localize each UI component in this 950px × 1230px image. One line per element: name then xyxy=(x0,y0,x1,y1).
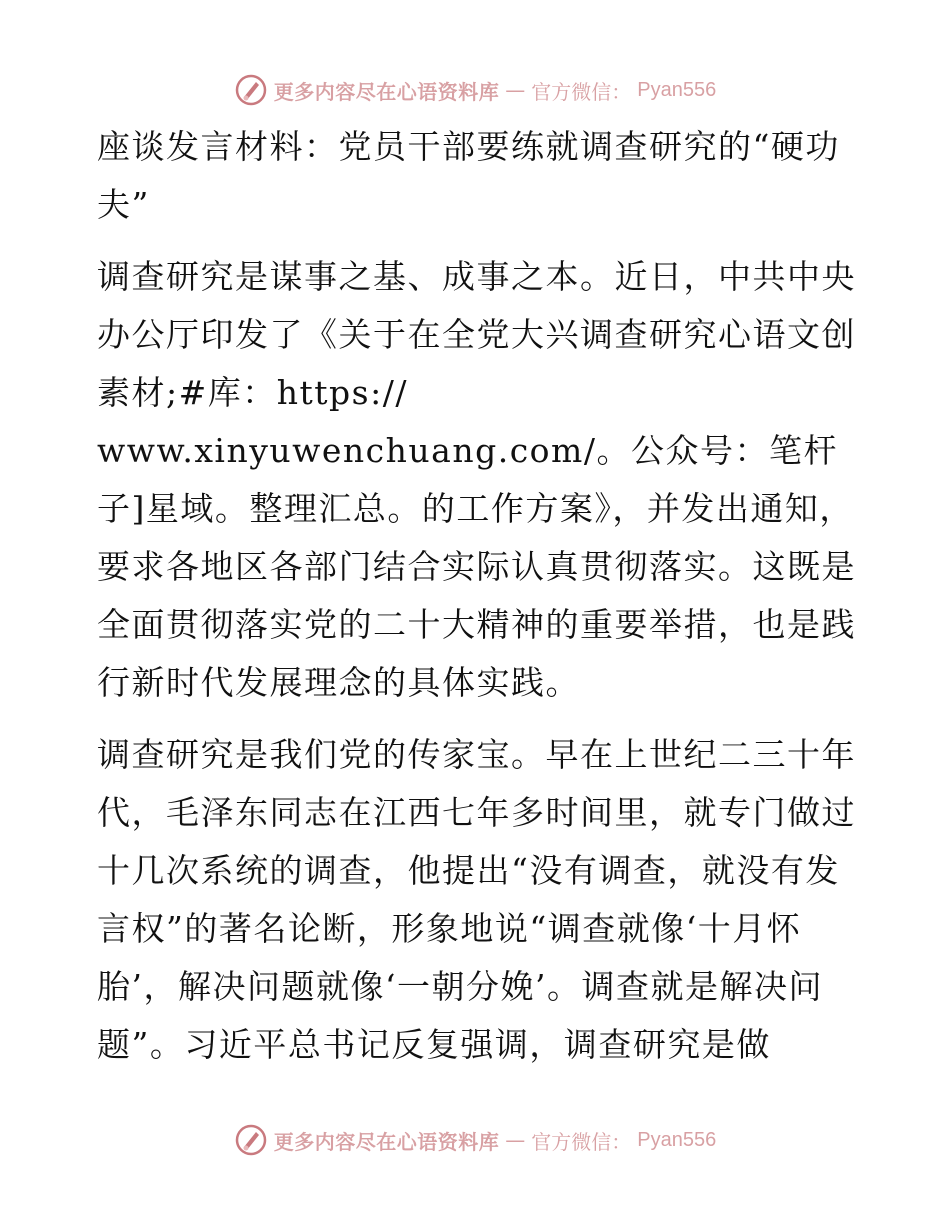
watermark-separator: — xyxy=(505,1128,526,1152)
document-title: 座谈发言材料：党员干部要练就调查研究的“硬功夫” xyxy=(97,127,840,224)
quill-seal-icon xyxy=(234,73,268,107)
watermark-wechat-label: 官方微信： xyxy=(531,1129,632,1154)
watermark-separator: — xyxy=(505,78,526,102)
watermark-text: 更多内容尽在心语资料库 xyxy=(273,79,500,104)
document-body xyxy=(97,118,857,1088)
watermark-text: 更多内容尽在心语资料库 xyxy=(273,1129,500,1154)
footer-watermark[interactable] xyxy=(0,1120,950,1160)
watermark-wechat-id: Pyan556 xyxy=(637,78,717,101)
quill-seal-icon xyxy=(234,1123,268,1157)
header-watermark[interactable] xyxy=(0,70,950,110)
watermark-wechat-id: Pyan556 xyxy=(637,1128,717,1151)
paragraph-2: 调查研究是我们党的传家宝。早在上世纪二三十年代，毛泽东同志在江西七年多时间里，就专门做过十几次系统的调查，他提出“没有调查，就没有发言权”的著名论断，形象地说“调查就像‘十月怀胎’，解决问题就像‘一朝分娩’。调查就是解决问题”。习近平总书记反复强调，调查研究是做 xyxy=(97,735,856,1064)
paragraph-1: 调查研究是谋事之基、成事之本。近日，中共中央办公厅印发了《关于在全党大兴调查研究心语文创素材;#库：https:// www.xinyuwenchuang.com/。公众号：笔杆子]星域。整理汇总。的工作方案》，并发出通知，要求各地区各部门结合实际认真贯彻落实。这既是全面贯彻落实党的二十大精神的重要举措，也是践行新时代发展理念的具体实践。 xyxy=(97,257,856,702)
watermark-wechat-label: 官方微信： xyxy=(531,79,632,104)
